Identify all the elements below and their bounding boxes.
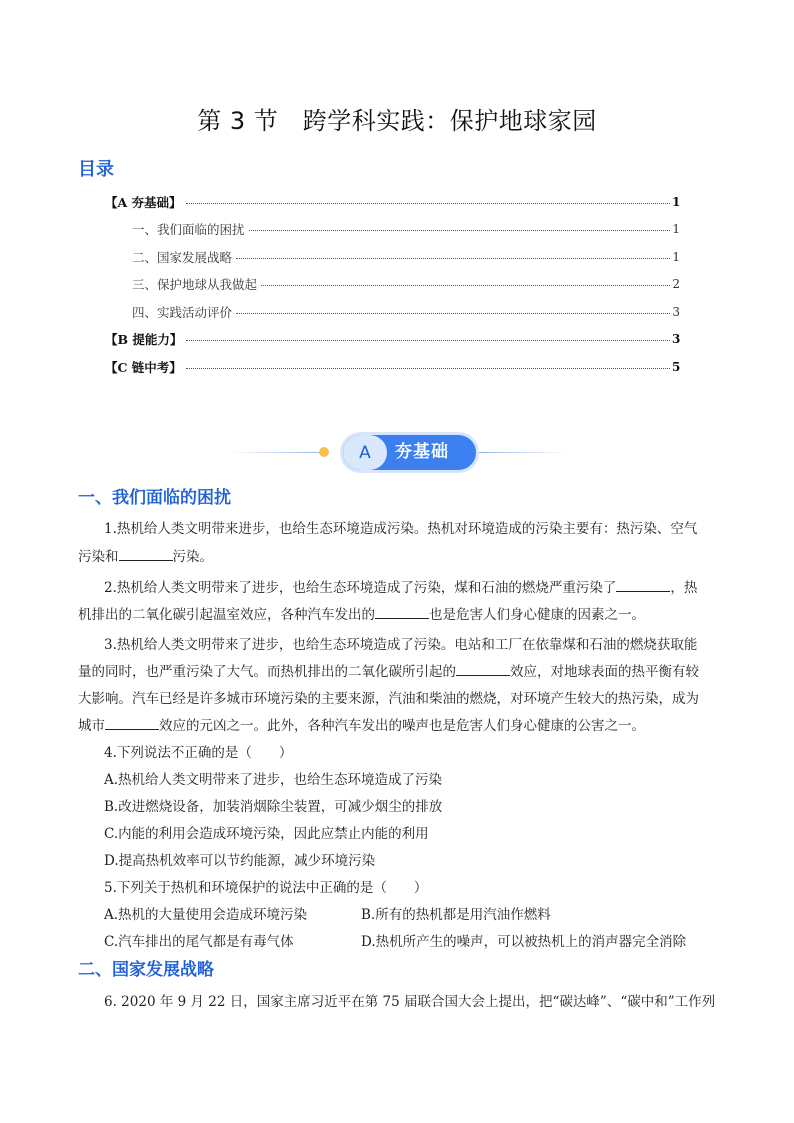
page-title: 第 3 节 跨学科实践：保护地球家园: [197, 107, 597, 135]
answer-blank[interactable]: [375, 604, 429, 619]
divider-line-right: [478, 452, 568, 453]
toc-entry-1[interactable]: [105, 216, 680, 244]
question-2-text: 也是危害人们身心健康的因素之一。: [429, 607, 645, 623]
toc-entry-label: 【C 链中考】: [105, 359, 182, 375]
toc-leader-dots: [186, 202, 670, 204]
question-5-option-a[interactable]: A.热机的大量使用会造成环境污染: [104, 907, 308, 923]
question-3-line-4: [78, 714, 645, 734]
toc-leader-dots: [186, 367, 670, 369]
toc-page-number: 1: [672, 194, 681, 209]
toc-page-number: 3: [672, 304, 680, 319]
toc-page-number: 3: [672, 332, 681, 347]
toc-page-number: 5: [672, 359, 681, 374]
toc-entry-4[interactable]: [105, 298, 680, 326]
toc-leader-dots: [186, 339, 670, 341]
toc-leader-dots: [236, 257, 670, 259]
section-divider: [0, 432, 794, 472]
divider-line-left: [230, 452, 325, 453]
question-2-text: ，热: [670, 580, 698, 596]
toc-entry-label: 四、实践活动评价: [132, 304, 233, 320]
section-heading-1: 一、我们面临的困扰: [78, 488, 231, 508]
question-3-line-1: 3.热机给人类文明带来了进步，也给生态环境造成了污染。电站和工厂在依靠煤和石油的燃烧获取能: [104, 637, 698, 653]
question-1-text: 污染和: [78, 549, 119, 565]
toc-entry-label: 二、国家发展战略: [132, 249, 233, 265]
section-badge: [343, 435, 476, 470]
question-1-text: 污染。: [172, 549, 213, 565]
toc-page-number: 1: [672, 222, 680, 237]
toc-leader-dots: [261, 284, 670, 286]
question-1-line-2: [78, 545, 213, 565]
question-2-text: 2.热机给人类文明带来了进步，也给生态环境造成了污染，煤和石油的燃烧严重污染了: [104, 580, 617, 596]
toc-entry-2[interactable]: [105, 243, 680, 271]
toc-entry-label: 一、我们面临的困扰: [132, 222, 245, 238]
toc-entry-label: 【B 提能力】: [105, 332, 183, 348]
question-3-line-2: [78, 660, 699, 680]
question-1-line-1: 1.热机给人类文明带来进步，也给生态环境造成污染。热机对环境造成的污染主要有：热污染、空气: [104, 521, 698, 537]
question-5: 5.下列关于热机和环境保护的说法中正确的是（ ）: [104, 880, 428, 896]
toc-heading: 目录: [78, 159, 114, 180]
question-5-option-c[interactable]: C.汽车排出的尾气都是有毒气体: [104, 934, 294, 950]
toc-entry-b[interactable]: [105, 326, 680, 354]
toc-page-number: 1: [672, 249, 680, 264]
toc-entry-label: 【A 夯基础】: [105, 194, 182, 210]
question-4-option-d[interactable]: D.提高热机效率可以节约能源，减少环境污染: [104, 853, 376, 869]
question-3-text: 城市: [78, 718, 105, 734]
toc-leader-dots: [236, 312, 670, 314]
answer-blank[interactable]: [616, 577, 670, 592]
section-badge-label: 夯基础: [395, 442, 449, 462]
question-2-line-2: [78, 603, 645, 623]
question-5-option-d[interactable]: D.热机所产生的噪声，可以被热机上的消声器完全消除: [361, 934, 687, 950]
question-3-text: 效应，对地球表面的热平衡有较: [510, 664, 699, 680]
question-2-text: 机排出的二氧化碳引起温室效应，各种汽车发出的: [78, 607, 375, 623]
question-3-line-3: 大影响。汽车已经是许多城市环境污染的主要来源，汽油和柴油的燃烧，对环境产生较大的热污染，成为: [78, 691, 699, 707]
answer-blank[interactable]: [105, 715, 159, 730]
toc-leader-dots: [249, 229, 670, 231]
question-4-option-a[interactable]: A.热机给人类文明带来了进步，也给生态环境造成了污染: [104, 772, 443, 788]
section-badge-letter: A: [343, 435, 387, 470]
toc-entry-label: 三、保护地球从我做起: [132, 277, 258, 293]
question-3-text: 量的同时，也严重污染了大气。而热机排出的二氧化碳所引起的: [78, 664, 456, 680]
question-5-option-b[interactable]: B.所有的热机都是用汽油作燃料: [361, 907, 551, 923]
question-4-option-c[interactable]: C.内能的利用会造成环境污染，因此应禁止内能的利用: [104, 826, 429, 842]
question-6-line-1: 6. 2020 年 9 月 22 日，国家主席习近平在第 75 届联合国大会上提出，把“碳达峰”、“碳中和”工作列: [104, 994, 716, 1010]
question-3-text: 效应的元凶之一。此外，各种汽车发出的噪声也是危害人们身心健康的公害之一。: [159, 718, 645, 734]
toc-entry-3[interactable]: [105, 271, 680, 299]
toc-entry-c[interactable]: [105, 353, 680, 381]
divider-dot-left: [319, 447, 329, 457]
section-heading-2: 二、国家发展战略: [78, 960, 214, 980]
question-4: 4.下列说法不正确的是（ ）: [104, 745, 293, 761]
question-2-line-1: [104, 576, 697, 596]
answer-blank[interactable]: [119, 546, 173, 561]
toc-page-number: 2: [672, 277, 680, 292]
question-4-option-b[interactable]: B.改进燃烧设备，加装消烟除尘装置，可减少烟尘的排放: [104, 799, 443, 815]
table-of-contents: [105, 188, 680, 381]
toc-entry-a[interactable]: [105, 188, 680, 216]
answer-blank[interactable]: [456, 661, 510, 676]
